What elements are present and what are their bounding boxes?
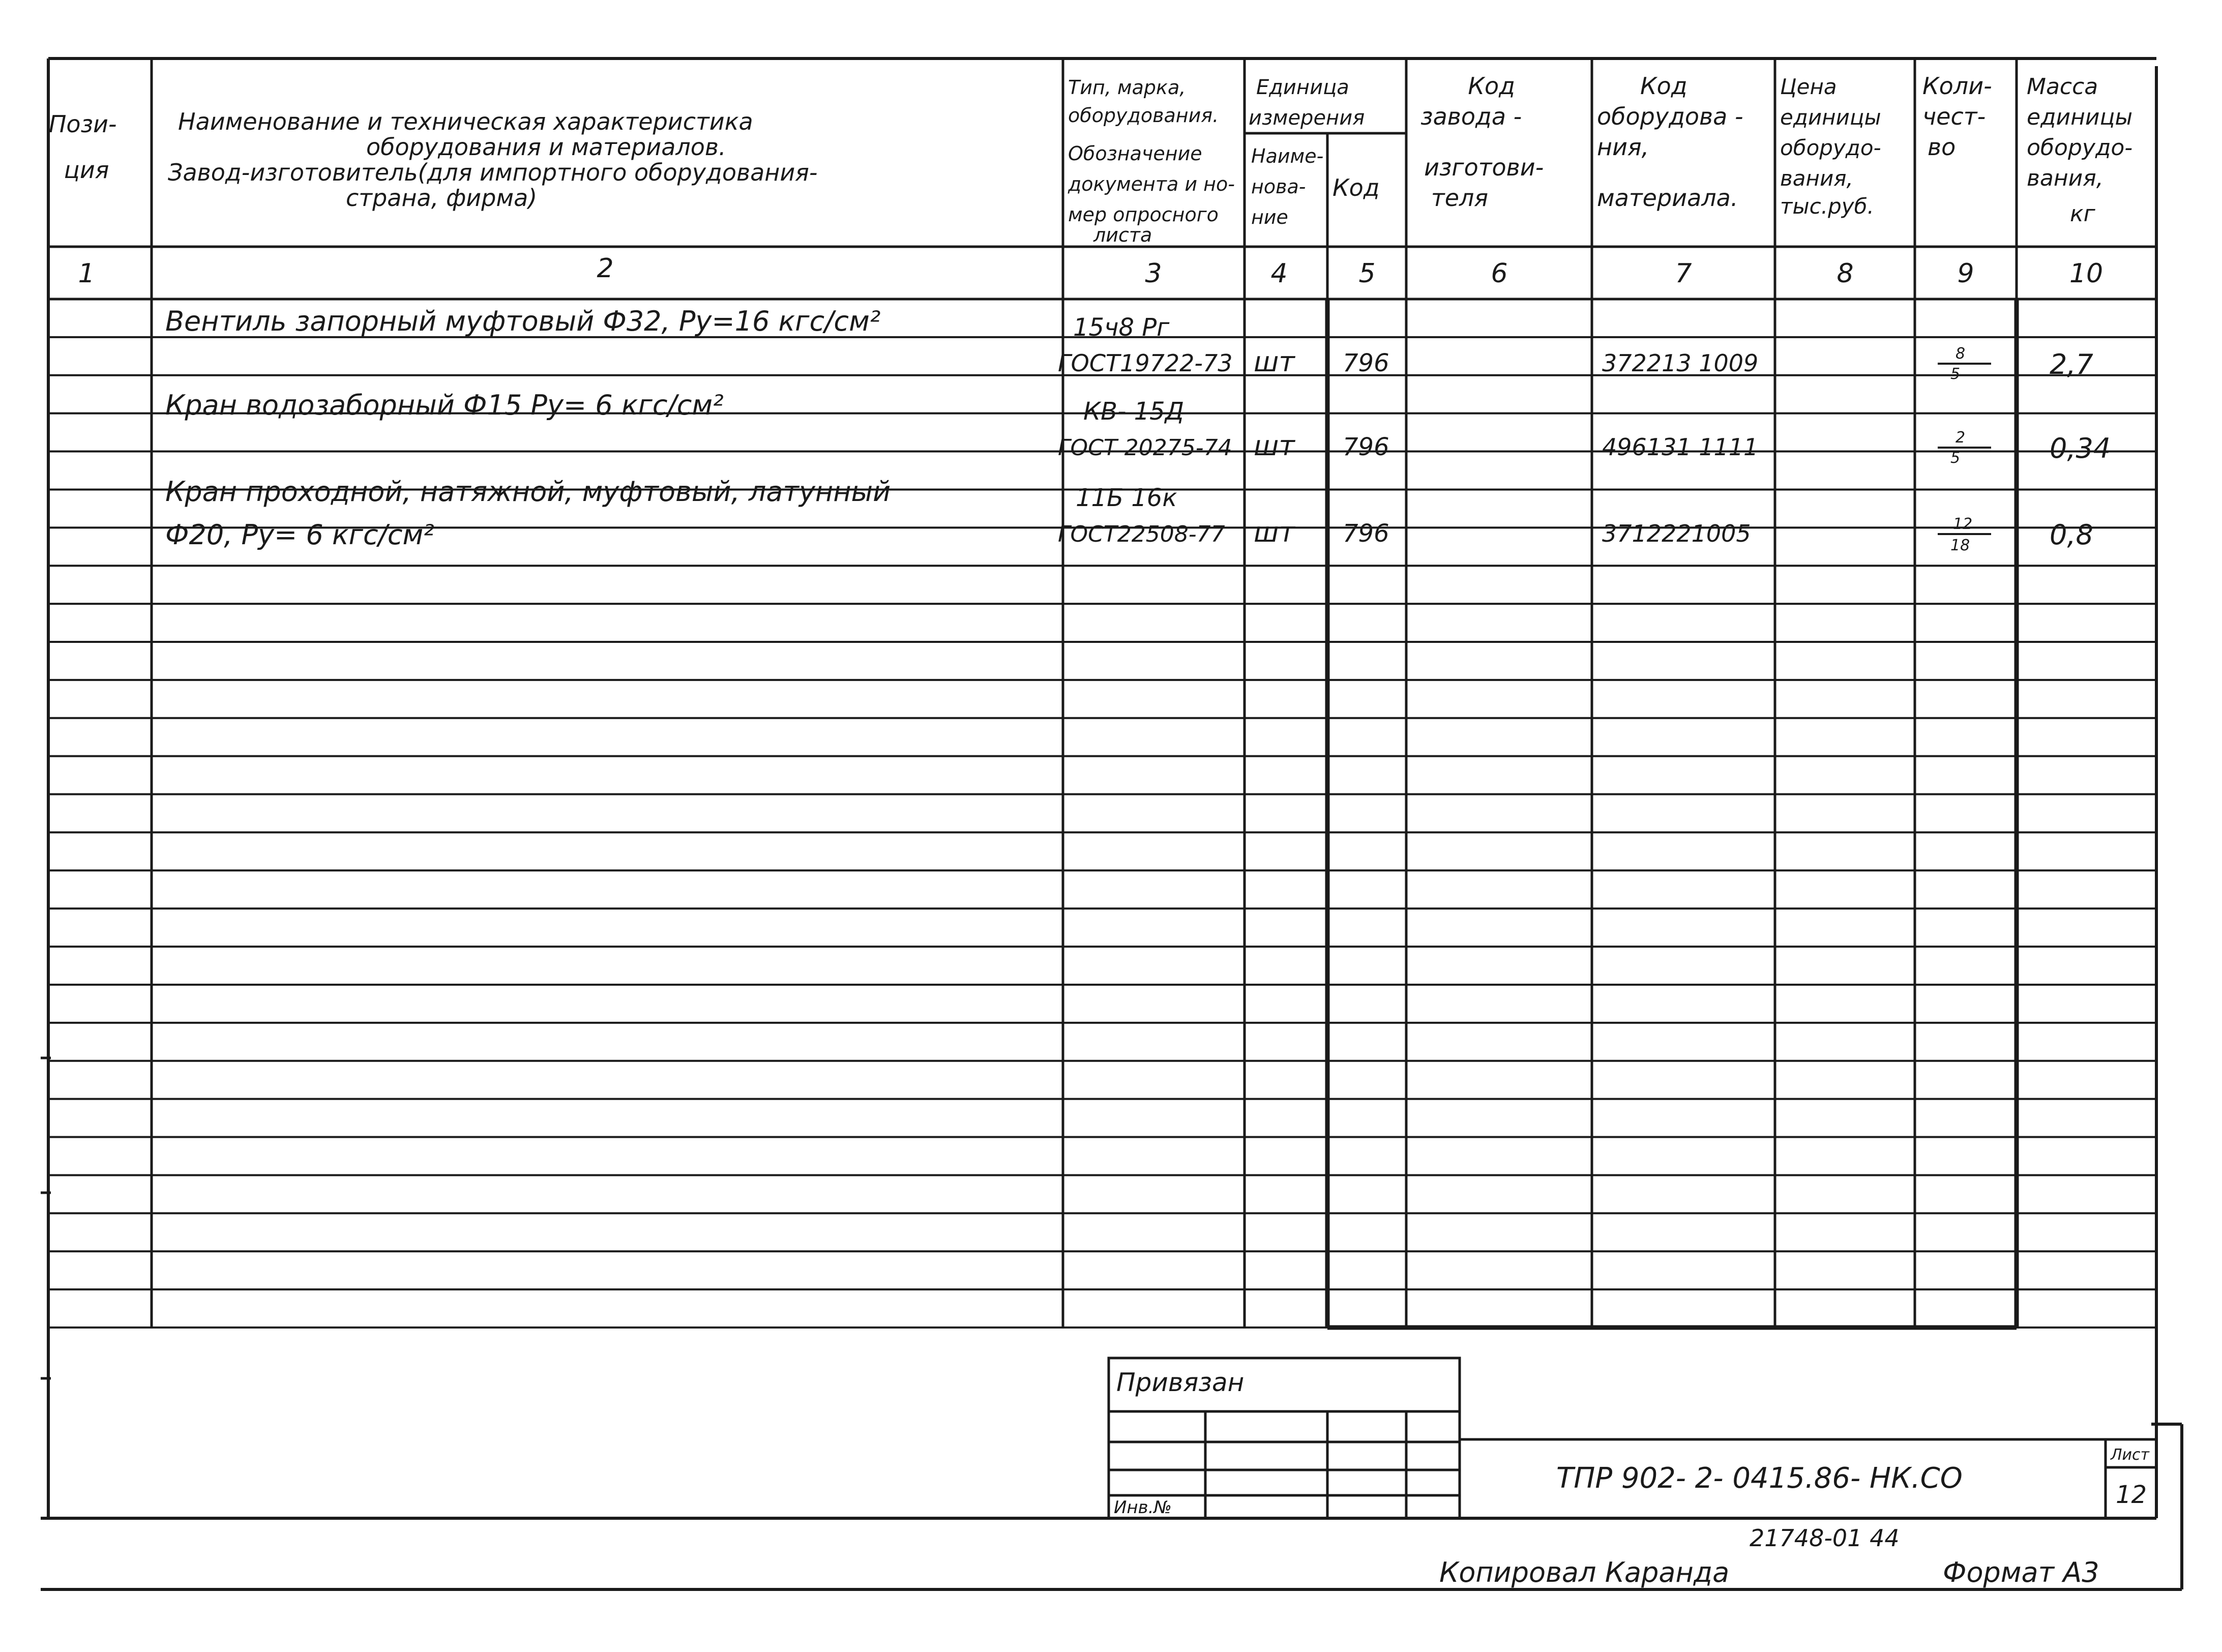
row-type: КВ- 15Д xyxy=(1083,397,1184,426)
col-number: 10 xyxy=(2069,258,2104,289)
col-number: 4 xyxy=(1270,258,1288,289)
qty-denominator: 5 xyxy=(1950,449,1961,467)
sheet-format: Формат А3 xyxy=(1943,1556,2099,1588)
row-unit: шт xyxy=(1254,516,1295,548)
col-number: 3 xyxy=(1145,258,1162,289)
qty-numerator: 12 xyxy=(1953,515,1973,533)
hdr-col3: Тип, марка, оборудования. Обозначение документа и но- мер опросного листа xyxy=(1068,76,1235,246)
hdr-col2: Наименование и техническая характеристика оборудования и материалов. Завод-изготовитель(для импортного оборудования- страна, фирма) xyxy=(168,108,818,212)
document-code: ТПР 902- 2- 0415.86- НК.СО xyxy=(1556,1462,1963,1495)
col-number: 7 xyxy=(1675,258,1692,289)
row-code: 796 xyxy=(1343,349,1389,377)
table-body xyxy=(165,305,2111,554)
qty-fraction xyxy=(1938,429,1991,467)
hdr-col4: Наиме- нова- ние xyxy=(1251,145,1324,228)
row-type: 11Б 16к xyxy=(1076,484,1177,512)
row-name: Вентиль запорный муфтовый Ф32, Py=16 кгс/см² xyxy=(165,305,881,337)
hdr-col9: Коли- чест- во xyxy=(1922,72,1992,161)
frame-lines xyxy=(41,58,2182,1589)
row-unit: шт xyxy=(1254,430,1295,462)
footer xyxy=(1439,1524,2099,1588)
row-name: Кран водозаборный Ф15 Py= 6 кгс/см² xyxy=(165,389,724,421)
row-type: ГОСТ22508-77 xyxy=(1058,521,1225,547)
hdr-col7: Код оборудова - ния, материала. xyxy=(1597,72,1743,212)
row-equip-code: 496131 1111 xyxy=(1602,433,1759,461)
col-number: 6 xyxy=(1491,258,1508,289)
row-code: 796 xyxy=(1343,433,1389,461)
row-code: 796 xyxy=(1343,519,1389,548)
privyazan-label: Привязан xyxy=(1116,1368,1245,1397)
qty-fraction xyxy=(1938,515,1991,554)
col-number: 9 xyxy=(1957,258,1974,289)
inventory-number-label: Инв.№ xyxy=(1114,1497,1172,1518)
row-type: ГОСТ 20275-74 xyxy=(1058,435,1232,461)
qty-denominator: 18 xyxy=(1950,537,1970,554)
sheet-number: 12 xyxy=(2116,1481,2147,1509)
col-number: 5 xyxy=(1358,258,1376,289)
row-mass: 0,8 xyxy=(2050,519,2093,551)
table-header xyxy=(49,72,2140,246)
col-number: 2 xyxy=(597,253,614,284)
hdr-col8: Цена единицы оборудо- вания, тыс.руб. xyxy=(1780,74,1881,219)
row-equip-code: 372213 1009 xyxy=(1602,349,1759,377)
qty-numerator: 2 xyxy=(1956,429,1966,447)
column-number-row xyxy=(78,253,2103,289)
qty-denominator: 5 xyxy=(1950,365,1961,383)
hdr-col5: Код xyxy=(1332,174,1380,201)
row-type: 15ч8 Рг xyxy=(1073,313,1170,342)
hdr-col10: Масса единицы оборудо- вания, кг xyxy=(2027,74,2133,227)
hdr-col1: Пози- ция xyxy=(48,110,117,184)
copied-by: Копировал Каранда xyxy=(1439,1556,1730,1588)
row-type: ГОСТ19722-73 xyxy=(1058,349,1233,377)
row-mass: 0,34 xyxy=(2050,432,2111,464)
archive-number: 21748-01 44 xyxy=(1750,1524,1900,1552)
col-number: 1 xyxy=(78,258,95,289)
row-unit: шт xyxy=(1254,346,1295,378)
row-name: Ф20, Py= 6 кгс/см² xyxy=(165,519,434,551)
hdr-col6: Код завода - изготови- теля xyxy=(1420,72,1544,212)
qty-fraction xyxy=(1938,345,1991,383)
hdr-unit-title: Единица измерения xyxy=(1249,76,1365,130)
qty-numerator: 8 xyxy=(1956,345,1966,363)
col-number: 8 xyxy=(1836,258,1854,289)
row-mass: 2,7 xyxy=(2050,348,2093,380)
row-equip-code: 3712221005 xyxy=(1602,520,1751,547)
row-name: Кран проходной, натяжной, муфтовый, латунный xyxy=(165,476,891,508)
title-block xyxy=(1109,1358,2156,1518)
sheet-label: Лист xyxy=(2111,1446,2150,1464)
